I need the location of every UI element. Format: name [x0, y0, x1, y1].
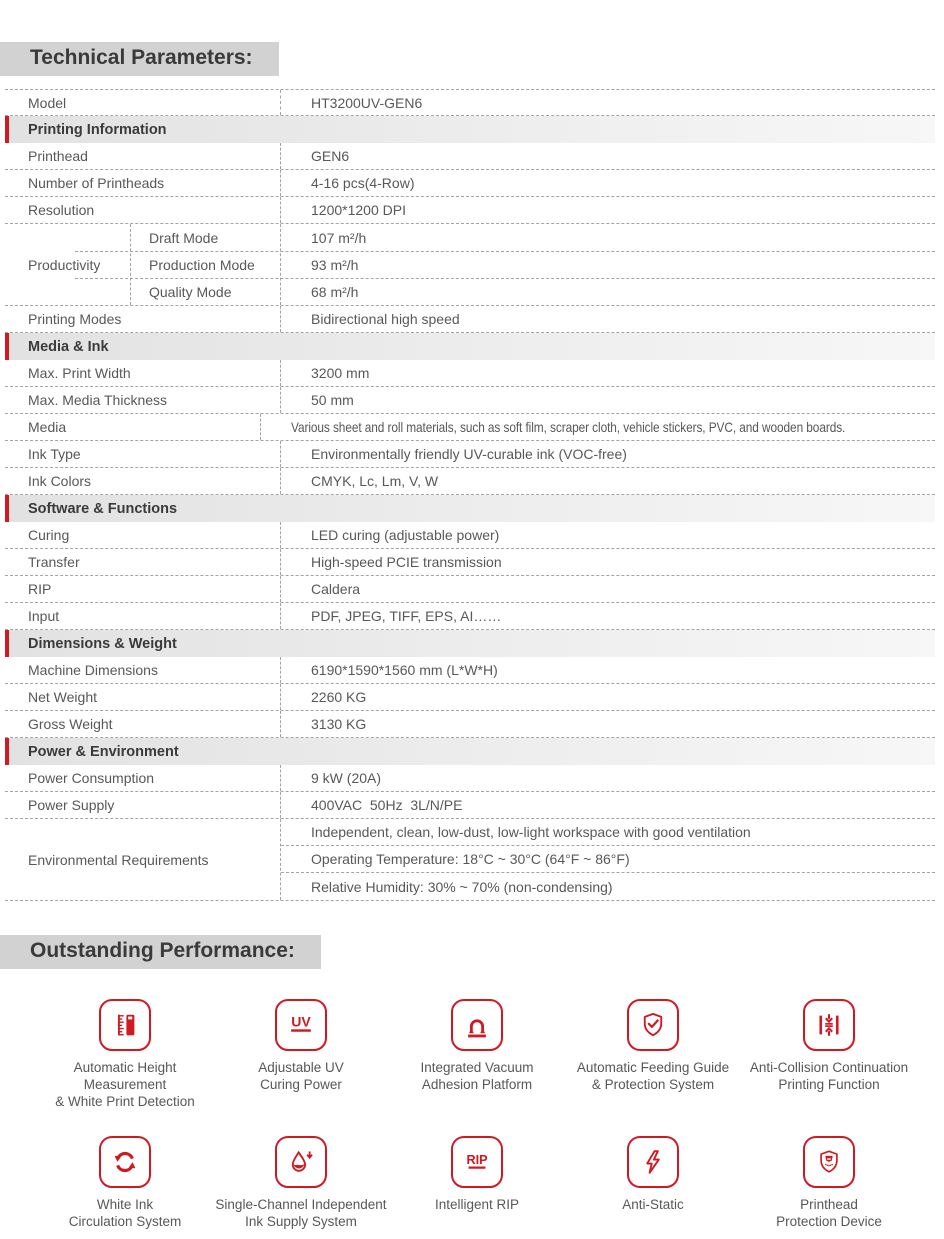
row-value: 3130 KG: [280, 711, 935, 737]
environment-values-column: [280, 819, 935, 900]
environment-value: Independent, clean, low-dust, low-light workspace with good ventilation: [281, 819, 935, 846]
table-row: [5, 387, 935, 414]
table-row: [5, 711, 935, 738]
row-label: Printing Modes: [28, 311, 122, 327]
perf-label: White Ink Circulation System: [68, 1197, 182, 1229]
table-row: [5, 89, 935, 116]
table-row: [5, 603, 935, 630]
section-header-power-environment: Power & Environment: [5, 738, 935, 765]
spec-table: [5, 89, 935, 901]
vacuum-platform-icon: [451, 999, 503, 1051]
technical-parameters-title: Technical Parameters:: [0, 42, 279, 76]
row-label: Machine Dimensions: [28, 662, 158, 678]
row-value: 6190*1590*1560 mm (L*W*H): [280, 657, 935, 683]
row-divider: [75, 278, 935, 279]
row-value: Bidirectional high speed: [280, 306, 935, 332]
perf-label: Single-Channel Independent Ink Supply System: [215, 1197, 387, 1229]
perf-label: Anti-Collision Continuation Printing Function: [749, 1060, 909, 1092]
row-label: Environmental Requirements: [28, 851, 209, 868]
row-label: Printhead: [28, 148, 88, 164]
svg-text:UV: UV: [291, 1013, 311, 1030]
table-row: [5, 522, 935, 549]
environmental-requirements-row-group: [5, 819, 935, 901]
table-row: [5, 576, 935, 603]
table-row: [5, 468, 935, 495]
perf-label: Integrated Vacuum Adhesion Platform: [420, 1060, 534, 1092]
row-label: Productivity: [28, 256, 101, 273]
mode-value: 68 m²/h: [311, 283, 359, 300]
row-value: 4-16 pcs(4-Row): [280, 170, 935, 196]
perf-label: Adjustable UV Curing Power: [258, 1060, 344, 1092]
row-value: LED curing (adjustable power): [280, 522, 935, 548]
row-label: Resolution: [28, 202, 95, 218]
perf-item-vacuum-platform: [389, 999, 565, 1110]
performance-grid: [37, 999, 917, 1230]
uv-curing-icon: [275, 999, 327, 1051]
perf-item-ink-supply: [213, 1136, 389, 1230]
row-label: Transfer: [28, 554, 80, 570]
perf-item-feeding-protection: [565, 999, 741, 1110]
section-header-dimensions-weight: Dimensions & Weight: [5, 630, 935, 657]
perf-item-uv-curing: [213, 999, 389, 1110]
perf-item-printhead-protection: [741, 1136, 917, 1230]
table-row: [5, 170, 935, 197]
row-label: Number of Printheads: [28, 175, 165, 191]
section-header-media-ink: Media & Ink: [5, 333, 935, 360]
environment-value: Relative Humidity: 30% ~ 70% (non-condensing): [311, 878, 613, 895]
row-value: 1200*1200 DPI: [280, 197, 935, 223]
productivity-modes-column: [130, 224, 280, 305]
productivity-values-column: [280, 224, 935, 305]
row-label: Input: [28, 608, 60, 624]
row-label: Media: [28, 419, 67, 435]
row-value: 3200 mm: [280, 360, 935, 386]
table-row: [5, 143, 935, 170]
row-value: Caldera: [280, 576, 935, 602]
perf-item-intelligent-rip: [389, 1136, 565, 1230]
ink-circulation-icon: [99, 1136, 151, 1188]
row-label: Gross Weight: [28, 716, 113, 732]
table-row: [5, 441, 935, 468]
row-value: GEN6: [280, 143, 935, 169]
shield-check-icon: [627, 999, 679, 1051]
anti-collision-icon: [803, 999, 855, 1051]
media-value-text: Various sheet and roll materials, such as soft film, scraper cloth, vehicle stickers, PVC, and wooden boards.: [290, 419, 845, 435]
table-row: [5, 765, 935, 792]
row-value: HT3200UV-GEN6: [280, 90, 935, 115]
row-label: Model: [28, 94, 67, 111]
perf-label: Automatic Height Measurement & White Print Detection: [55, 1060, 195, 1109]
row-value: PDF, JPEG, TIFF, EPS, AI……: [280, 603, 935, 629]
row-label: Power Supply: [28, 797, 115, 813]
row-value: [260, 414, 936, 440]
mode-value: 93 m²/h: [311, 256, 359, 273]
ink-supply-icon: [275, 1136, 327, 1188]
row-label: Ink Type: [28, 446, 81, 462]
printhead-protection-icon: [803, 1136, 855, 1188]
table-row: [5, 414, 935, 441]
perf-label: Anti-Static: [622, 1197, 684, 1212]
mode-name: Quality Mode: [149, 283, 232, 300]
table-row: [5, 306, 935, 333]
mode-value: 107 m²/h: [311, 229, 367, 246]
row-label: RIP: [28, 581, 52, 597]
row-label: Net Weight: [28, 689, 97, 705]
perf-item-height-measurement: [37, 999, 213, 1110]
perf-item-anti-static: [565, 1136, 741, 1230]
environment-value: Operating Temperature: 18°C ~ 30°C (64°F ~ 86°F): [281, 846, 935, 873]
row-divider: [75, 251, 935, 252]
mode-name: Production Mode: [149, 256, 255, 273]
perf-item-anti-collision: [741, 999, 917, 1110]
table-row: [5, 549, 935, 576]
table-row: [5, 684, 935, 711]
table-row: [5, 792, 935, 819]
row-value: Environmentally friendly UV-curable ink (VOC-free): [280, 441, 935, 467]
row-label: Curing: [28, 527, 70, 543]
rip-icon: [451, 1136, 503, 1188]
svg-text:RIP: RIP: [466, 1152, 488, 1167]
section-header-printing-information: Printing Information: [5, 116, 935, 143]
row-value: High-speed PCIE transmission: [280, 549, 935, 575]
perf-label: Intelligent RIP: [434, 1197, 520, 1212]
row-label: Ink Colors: [28, 473, 92, 489]
row-value: 2260 KG: [280, 684, 935, 710]
section-header-software-functions: Software & Functions: [5, 495, 935, 522]
row-label: Power Consumption: [28, 770, 155, 786]
table-row: [5, 360, 935, 387]
productivity-row-group: [5, 224, 935, 306]
outstanding-performance-title: Outstanding Performance:: [0, 935, 321, 969]
row-value: 400VAC 50Hz 3L/N/PE: [280, 792, 935, 818]
perf-label: Automatic Feeding Guide & Protection System: [576, 1060, 730, 1092]
anti-static-icon: [627, 1136, 679, 1188]
row-label: Max. Media Thickness: [28, 392, 168, 408]
table-row: [5, 657, 935, 684]
row-value: 50 mm: [280, 387, 935, 413]
mode-name: Draft Mode: [149, 229, 219, 246]
perf-item-white-ink-circulation: [37, 1136, 213, 1230]
perf-label: Printhead Protection Device: [776, 1197, 882, 1229]
height-measurement-icon: [99, 999, 151, 1051]
row-value: 9 kW (20A): [280, 765, 935, 791]
table-row: [5, 197, 935, 224]
row-value: CMYK, Lc, Lm, V, W: [280, 468, 935, 494]
row-label: Max. Print Width: [28, 365, 131, 381]
